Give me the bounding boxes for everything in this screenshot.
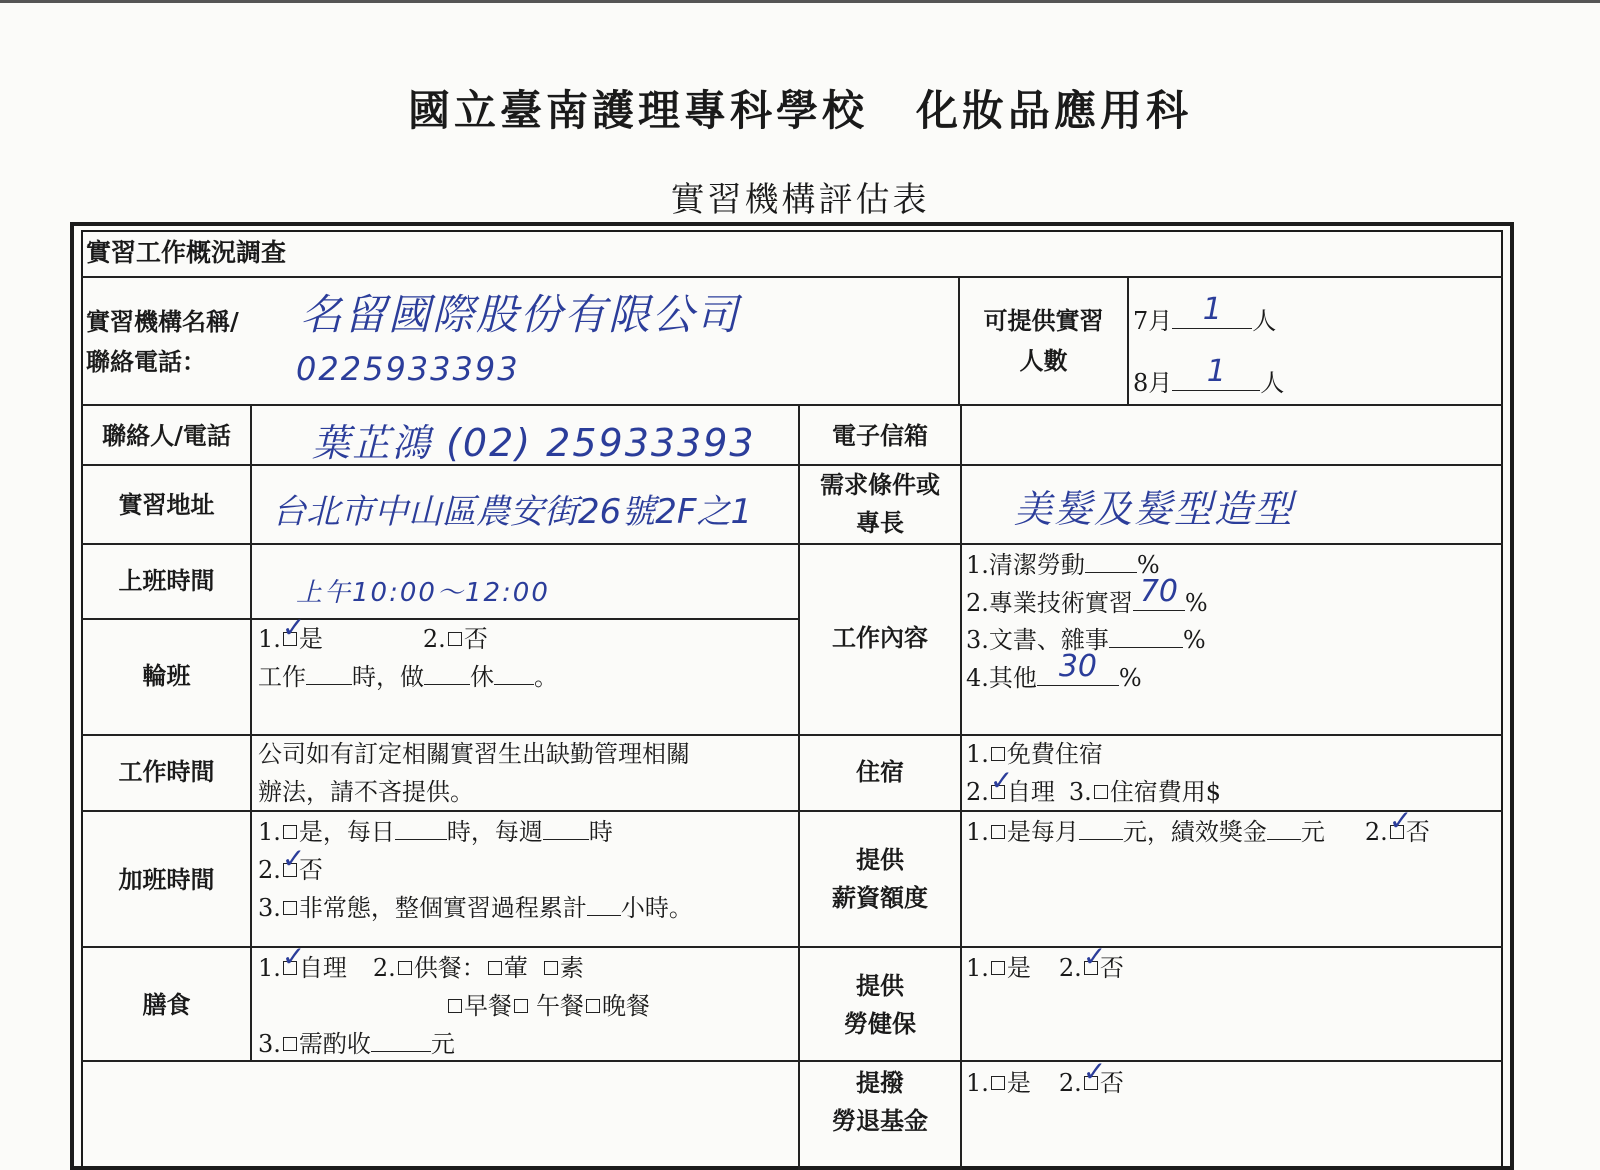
- salary-blank: [1267, 817, 1301, 840]
- job-item-2-text: 2.專業技術實習: [966, 589, 1133, 617]
- job-item-4: [966, 649, 1142, 693]
- pension-opt2-num: 2.: [1058, 1069, 1082, 1097]
- job-item-2-value: 70: [1139, 574, 1178, 609]
- col-rule: [960, 404, 962, 1170]
- aug-value: 1: [1206, 354, 1226, 389]
- overtime-opt3-num: 3.: [258, 894, 281, 922]
- work-hours-value: 上午10:00～12:00: [296, 578, 550, 608]
- meals-opt12: [258, 940, 584, 983]
- meals-fee-text: 需酌收: [298, 1030, 371, 1058]
- capacity-label-1: 可提供實習: [983, 306, 1104, 335]
- meals-opt2-num: 2.: [372, 954, 396, 982]
- meals-opt3-num: 3.: [258, 1030, 281, 1058]
- row-rule: [81, 734, 1503, 736]
- overtime-no-checkbox[interactable]: [281, 842, 306, 877]
- lodging-opt23: [966, 764, 1222, 807]
- row-rule: [81, 464, 1503, 466]
- lodging-fee-text: 住宿費用$: [1109, 778, 1222, 806]
- meals-meat-checkbox[interactable]: [488, 961, 502, 975]
- meals-lunch-checkbox[interactable]: [514, 999, 528, 1013]
- contact-value: 葉芷鴻 (02) 25933393: [312, 421, 756, 465]
- insurance-yes-checkbox[interactable]: [991, 961, 1005, 975]
- lodging-free-checkbox[interactable]: [991, 747, 1005, 761]
- july-unit: 人: [1252, 307, 1277, 335]
- work-hours-label: 上班時間: [118, 566, 215, 595]
- attendance-line1: 公司如有訂定相關實習生出缺勤管理相關: [258, 740, 690, 768]
- salary-opt1-num: 1.: [966, 818, 989, 846]
- shift-opt2-num: 2.: [422, 625, 446, 653]
- lodging-free-text: 免費住宿: [1006, 740, 1103, 768]
- meals-yuan-text: 元: [430, 1030, 455, 1058]
- shift-end-text: 。: [534, 663, 558, 691]
- address-value: 台北市中山區農安街26號2F之1: [272, 492, 753, 532]
- overtime-total-text: 小時。: [620, 894, 693, 922]
- col-rule: [958, 276, 960, 404]
- job-item-3-blank: [1109, 625, 1183, 648]
- lodging-opt2-num: 2.: [966, 778, 989, 806]
- org-name-label: 實習機構名稱/: [86, 307, 239, 336]
- salary-no-checkbox[interactable]: [1388, 804, 1413, 839]
- email-label: 電子信箱: [832, 421, 928, 450]
- pension-no-checkbox[interactable]: [1082, 1055, 1107, 1090]
- job-item-1-text: 1.清潔勞動: [966, 551, 1085, 579]
- lodging-opt1-num: 1.: [966, 740, 989, 768]
- meals-dinner-checkbox[interactable]: [586, 999, 600, 1013]
- meals-dinner-text: 晚餐: [602, 992, 650, 1020]
- row-rule: [81, 618, 798, 620]
- overtime-no-text: 否: [298, 856, 323, 884]
- job-item-4-value: 30: [1058, 649, 1097, 684]
- overtime-blank: [543, 817, 589, 840]
- pension-no-text: 否: [1099, 1069, 1124, 1097]
- salary-opt2-num: 2.: [1364, 818, 1388, 846]
- lodging-opt1: [966, 739, 1103, 769]
- aug-unit: 人: [1260, 369, 1285, 397]
- meals-provided-checkbox[interactable]: [398, 961, 412, 975]
- overtime-blank: [395, 817, 447, 840]
- overtime-opt2: [258, 842, 323, 885]
- pension-options: [966, 1055, 1124, 1098]
- col-rule: [250, 404, 252, 1060]
- overtime-opt1-num: 1.: [258, 818, 281, 846]
- job-content-label: 工作內容: [832, 623, 928, 652]
- salary-options: [966, 804, 1430, 847]
- aug-label: 8月: [1133, 369, 1173, 397]
- insurance-no-text: 否: [1099, 954, 1124, 982]
- overtime-opt1: [258, 817, 613, 847]
- shift-blank: [306, 662, 352, 685]
- meals-self-checkbox[interactable]: [281, 940, 306, 975]
- salary-blank: [1079, 817, 1123, 840]
- percent-sign: %: [1118, 664, 1142, 692]
- job-item-4-text: 4.其他: [966, 664, 1037, 692]
- job-item-1-blank: [1085, 550, 1137, 573]
- row-rule: [81, 276, 1503, 278]
- meals-veg-checkbox[interactable]: [544, 961, 558, 975]
- shift-yes-text: 是: [298, 625, 323, 653]
- salary-label-1: 提供: [856, 845, 904, 874]
- meals-label: 膳食: [142, 990, 191, 1019]
- salary-label-2: 薪資額度: [832, 883, 928, 912]
- department-name: 化妝品應用科: [916, 86, 1193, 135]
- meals-breakfast-text: 早餐: [464, 992, 512, 1020]
- salary-no-text: 否: [1405, 818, 1430, 846]
- meals-opt1-num: 1.: [258, 954, 281, 982]
- overtime-irregular-checkbox[interactable]: [283, 901, 297, 915]
- check-mark-icon: ✓: [1388, 804, 1413, 837]
- salary-yes-text: 是每月: [1006, 818, 1079, 846]
- requirements-label-2: 專長: [856, 508, 904, 537]
- row-rule: [81, 404, 1503, 406]
- row-rule: [81, 1060, 1503, 1062]
- org-phone-label: 聯絡電話：: [86, 347, 206, 376]
- overtime-blank: [587, 893, 621, 916]
- insurance-yes-text: 是: [1006, 954, 1031, 982]
- pension-yes-text: 是: [1006, 1069, 1031, 1097]
- org-name-value: 名留國際股份有限公司: [300, 290, 741, 339]
- shift-no-text: 否: [463, 625, 488, 653]
- meals-opt3: [258, 1029, 455, 1059]
- capacity-july: [1133, 292, 1277, 336]
- check-mark-icon: ✓: [281, 940, 306, 973]
- insurance-no-checkbox[interactable]: [1082, 940, 1107, 975]
- july-value: 1: [1202, 292, 1222, 327]
- aug-blank: [1172, 354, 1260, 391]
- overtime-opt2-num: 2.: [258, 856, 281, 884]
- meals-times: [446, 991, 650, 1021]
- insurance-opt2-num: 2.: [1058, 954, 1082, 982]
- shift-blank: [424, 662, 470, 685]
- percent-sign: %: [1182, 626, 1206, 654]
- job-item-4-blank: [1037, 649, 1119, 686]
- check-mark-icon: ✓: [281, 611, 306, 644]
- col-rule: [1127, 276, 1129, 404]
- pension-yes-checkbox[interactable]: [991, 1076, 1005, 1090]
- lodging-opt3-num: 3.: [1068, 778, 1092, 806]
- shift-yes-checkbox[interactable]: [281, 611, 306, 646]
- meals-blank: [371, 1029, 431, 1052]
- school-name: 國立臺南護理專科學校: [407, 86, 868, 135]
- shift-options: [258, 611, 488, 654]
- insurance-options: [966, 940, 1124, 983]
- pension-label-1: 提撥: [856, 1068, 904, 1097]
- shift-no-checkbox[interactable]: [448, 632, 462, 646]
- lodging-self-text: 自理: [1006, 778, 1055, 806]
- shift-hours-text: 時，做: [352, 663, 424, 691]
- shift-opt1-num: 1.: [258, 625, 281, 653]
- lodging-self-checkbox[interactable]: [989, 764, 1014, 799]
- insurance-opt1-num: 1.: [966, 954, 989, 982]
- overtime-hour-text: 時: [588, 818, 613, 846]
- overtime-yes-text: 是，每日: [298, 818, 395, 846]
- row-rule: [81, 543, 1503, 545]
- meals-fee-checkbox[interactable]: [283, 1037, 297, 1051]
- lodging-label: 住宿: [856, 757, 904, 786]
- capacity-aug: [1133, 354, 1285, 398]
- meals-self-text: 自理: [298, 954, 347, 982]
- meals-meat-text: 葷: [503, 954, 528, 982]
- org-phone-value: 0225933393: [296, 350, 520, 388]
- requirements-label-1: 需求條件或: [820, 470, 940, 499]
- meals-breakfast-checkbox[interactable]: [448, 999, 462, 1013]
- check-mark-icon: ✓: [1082, 940, 1107, 973]
- attendance-line2: 辦法，請不吝提供。: [258, 778, 474, 806]
- check-mark-icon: ✓: [1082, 1055, 1107, 1088]
- meals-lunch-text: 午餐: [536, 992, 584, 1020]
- pension-label-2: 勞退基金: [832, 1106, 928, 1135]
- shift-label: 輪班: [142, 661, 191, 690]
- overtime-opt3: [258, 893, 693, 923]
- job-item-1: [966, 550, 1160, 580]
- form-title: 實習機構評估表: [670, 180, 930, 220]
- july-blank: [1172, 292, 1252, 329]
- lodging-fee-checkbox[interactable]: [1094, 785, 1108, 799]
- scan-edge: [0, 0, 1600, 3]
- check-mark-icon: ✓: [989, 764, 1014, 797]
- salary-bonus-text: 元，績效獎金: [1122, 818, 1267, 846]
- insurance-label-1: 提供: [856, 971, 904, 1000]
- shift-blank: [494, 662, 534, 685]
- percent-sign: %: [1184, 589, 1208, 617]
- shift-work-text: 工作: [258, 663, 306, 691]
- contact-label: 聯絡人/電話: [102, 421, 231, 450]
- overtime-irregular-text: 非常態，整個實習過程累計: [298, 894, 587, 922]
- job-item-2: [966, 574, 1208, 618]
- percent-sign: %: [1136, 551, 1160, 579]
- overtime-week-text: 時，每週: [446, 818, 543, 846]
- check-mark-icon: ✓: [281, 842, 306, 875]
- page-title: [0, 78, 1600, 138]
- overtime-label: 加班時間: [118, 865, 215, 894]
- address-label: 實習地址: [118, 490, 215, 519]
- job-item-3-text: 3.文書、雜事: [966, 626, 1109, 654]
- july-label: 7月: [1133, 307, 1173, 335]
- pension-opt1-num: 1.: [966, 1069, 989, 1097]
- insurance-label-2: 勞健保: [844, 1009, 916, 1038]
- salary-yes-checkbox[interactable]: [991, 825, 1005, 839]
- job-item-2-blank: [1133, 574, 1185, 611]
- meals-provided-text: 供餐：: [413, 954, 486, 982]
- section-title: 實習工作概況調查: [86, 238, 287, 267]
- row-rule: [81, 810, 1503, 812]
- requirements-value: 美髮及髮型造型: [1014, 487, 1295, 531]
- salary-yuan-text: 元: [1300, 818, 1325, 846]
- meals-veg-text: 素: [559, 954, 584, 982]
- overtime-yes-checkbox[interactable]: [283, 825, 297, 839]
- shift-detail: [258, 662, 558, 692]
- attendance-label: 工作時間: [118, 757, 215, 786]
- capacity-label-2: 人數: [1019, 346, 1068, 375]
- shift-rest-text: 休: [470, 663, 494, 691]
